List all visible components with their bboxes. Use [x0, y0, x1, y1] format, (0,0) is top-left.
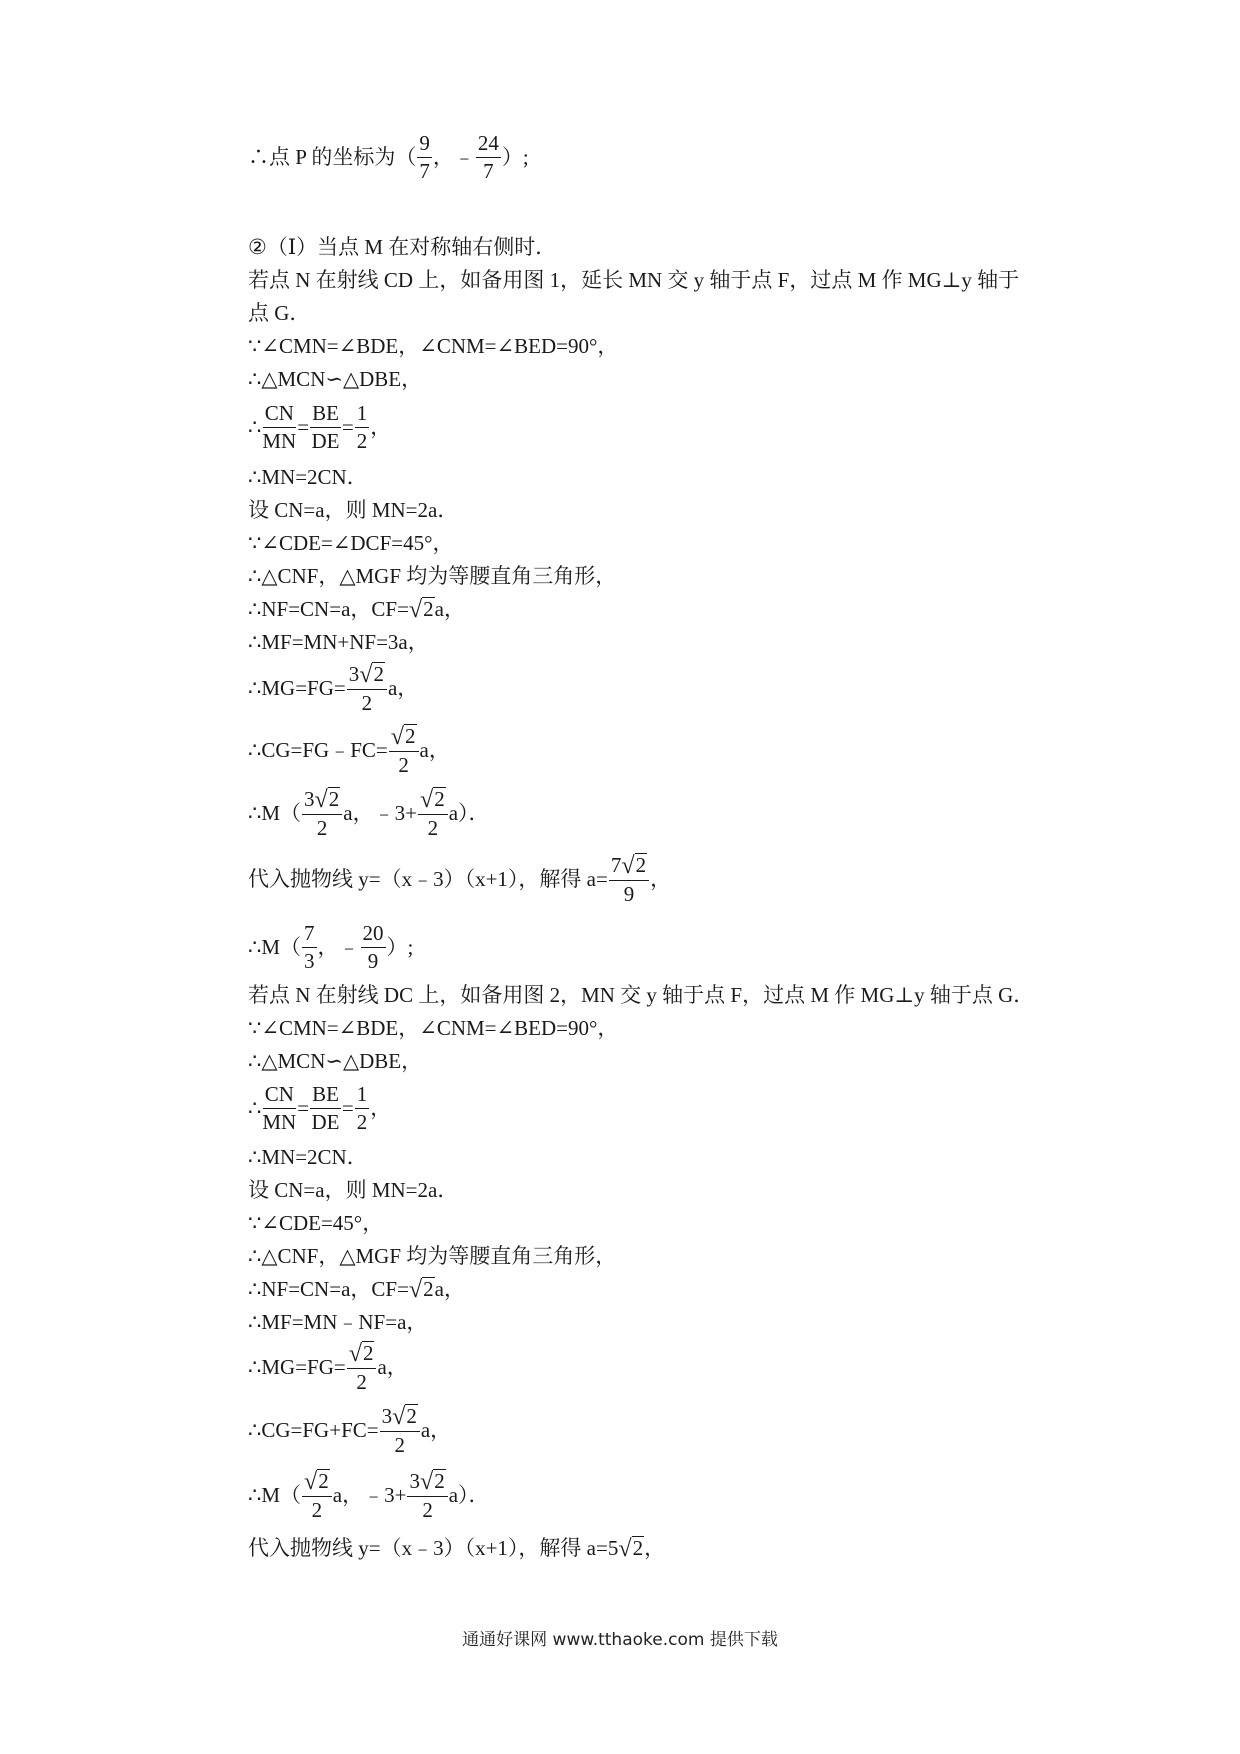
fraction: [262, 400, 297, 453]
text-line: [248, 1206, 383, 1240]
square-root: √ 2: [419, 785, 445, 813]
square-root: √ 2: [419, 1467, 445, 1495]
page-footer: 通通好课网 www.tthaoke.com 提供下载: [462, 1630, 778, 1650]
text-segment: =: [341, 414, 354, 439]
text-segment: =: [297, 1095, 310, 1120]
text-segment: ∴MG=FG=: [248, 1354, 346, 1379]
text-segment: ，: [370, 414, 392, 439]
text-segment: ∴NF=CN=a，CF=: [248, 596, 409, 621]
text-line: [248, 362, 422, 396]
text-segment: ∵∠CDE=45°，: [248, 1210, 384, 1235]
text-segment: a，: [419, 737, 450, 762]
fraction-denominator: 2: [427, 816, 439, 841]
text-line: [248, 460, 368, 494]
text-segment: ∴点 P 的坐标为（: [248, 144, 417, 169]
fraction-numerator: BE: [310, 1084, 341, 1109]
text-segment: ，: [650, 866, 672, 891]
fraction-denominator: 3: [304, 948, 315, 973]
text-line: [248, 400, 392, 453]
text-segment: ∴MG=FG=: [248, 675, 346, 700]
square-root: √ 2: [408, 1275, 434, 1303]
text-line: [248, 1011, 618, 1045]
fraction: [302, 920, 317, 973]
text-segment: ∴CG=FG﹣FC=: [248, 737, 388, 762]
text-segment: 设 CN=a，则 MN=2a．: [248, 497, 459, 522]
fraction-denominator: 2: [398, 753, 409, 778]
square-root: √ 2: [348, 1339, 374, 1367]
text-segment: a，: [434, 596, 465, 621]
fraction-numerator: 3 √ 2: [407, 1469, 447, 1497]
text-segment: ，﹣: [317, 934, 360, 959]
text-line: [248, 1305, 427, 1339]
fraction-numerator: CN: [263, 1084, 296, 1109]
text-segment: ∴: [248, 414, 262, 439]
fraction: [417, 130, 432, 183]
text-segment: ，: [644, 1535, 666, 1560]
text-line: [248, 230, 556, 264]
square-root: √ 2: [314, 785, 340, 813]
text-line: [248, 1467, 490, 1523]
text-line: [248, 785, 490, 841]
text-segment: 设 CN=a，则 MN=2a．: [248, 1177, 459, 1202]
fraction: [347, 1341, 377, 1393]
fraction: [302, 1469, 332, 1521]
square-root: √ 2: [392, 1402, 417, 1430]
fraction: [347, 662, 387, 714]
text-line: [248, 1044, 422, 1078]
fraction-denominator: 2: [356, 1370, 367, 1395]
fraction-numerator: [418, 787, 448, 815]
text-segment: ∴M（: [248, 934, 302, 959]
text-line: [248, 978, 1034, 1012]
text-line: [248, 263, 1019, 297]
fraction-denominator: DE: [311, 428, 340, 453]
text-segment: ∴△CNF，△MGF 均为等腰直角三角形，: [248, 1243, 617, 1268]
text-segment: ∴△MCN∽△DBE，: [248, 1048, 423, 1073]
fraction-denominator: 2: [356, 1109, 368, 1134]
text-segment: ，﹣: [432, 144, 475, 169]
text-segment: ∵∠CMN=∠BDE，∠CNM=∠BED=90°，: [248, 1015, 619, 1040]
text-segment: ）;: [386, 934, 414, 959]
fraction-numerator: [389, 724, 419, 752]
fraction: [609, 853, 649, 905]
text-segment: ∴△CNF，△MGF 均为等腰直角三角形，: [248, 563, 617, 588]
fraction-denominator: 9: [367, 948, 379, 973]
fraction: [380, 1404, 420, 1456]
text-segment: a）．: [448, 1482, 490, 1507]
square-root: √ 2: [408, 595, 434, 623]
text-line: [248, 1339, 408, 1395]
fraction-denominator: 2: [356, 428, 368, 453]
fraction-numerator: [347, 1341, 377, 1369]
text-segment: 代入抛物线 y=（x﹣3）（x+1），解得 a=5: [248, 1535, 619, 1560]
text-line: [248, 625, 429, 659]
text-segment: a，: [377, 1354, 408, 1379]
text-segment: ∴MN=2CN．: [248, 464, 368, 489]
text-segment: 若点 N 在射线 DC 上，如备用图 2，MN 交 y 轴于点 F，过点 M 作 MG⊥y 轴于点 G．: [248, 982, 1035, 1007]
fraction-numerator: 1: [355, 1084, 370, 1109]
fraction-denominator: MN: [262, 1109, 297, 1134]
fraction: [355, 1081, 370, 1134]
text-line: [248, 592, 465, 626]
text-segment: ∴MN=2CN．: [248, 1144, 368, 1169]
text-line: [248, 1531, 665, 1565]
text-segment: ，: [370, 1095, 392, 1120]
fraction: [355, 400, 370, 453]
fraction-denominator: MN: [262, 428, 297, 453]
fraction-numerator: 24: [476, 133, 501, 158]
text-segment: a，: [434, 1276, 465, 1301]
text-segment: a，: [420, 1417, 452, 1442]
square-root: √ 2: [359, 660, 384, 688]
text-line: [248, 1173, 458, 1207]
fraction-numerator: 3 √ 2: [347, 662, 387, 690]
fraction-denominator: 7: [419, 158, 430, 183]
text-segment: ∴MF=MN+NF=3a，: [248, 629, 429, 654]
text-segment: 若点 N 在射线 CD 上，如备用图 1，延长 MN 交 y 轴于点 F，过点 M 作 MG⊥y 轴于: [248, 267, 1020, 292]
fraction-denominator: 2: [422, 1498, 433, 1523]
text-segment: ∵∠CDE=∠DCF=45°，: [248, 530, 454, 555]
text-line: [248, 526, 454, 560]
fraction-numerator: 7: [302, 923, 317, 948]
fraction-numerator: 3 √ 2: [302, 787, 342, 815]
text-line: [248, 920, 414, 973]
text-line: [248, 1239, 616, 1273]
fraction: [418, 787, 448, 839]
square-root: √ 2: [304, 1467, 329, 1495]
fraction: [407, 1469, 447, 1521]
fraction: [389, 724, 419, 776]
text-segment: a）．: [448, 800, 490, 825]
text-line: [248, 493, 458, 527]
fraction-numerator: 3 √ 2: [380, 1404, 420, 1432]
fraction-denominator: 7: [483, 158, 494, 183]
fraction-numerator: BE: [310, 403, 341, 428]
text-segment: 点 G．: [248, 300, 311, 325]
fraction: [262, 1081, 297, 1134]
fraction-numerator: 1: [355, 403, 370, 428]
text-line: [248, 329, 618, 363]
fraction-denominator: 2: [316, 816, 328, 841]
text-segment: ②（Ⅰ）当点 M 在对称轴右侧时．: [248, 234, 557, 259]
text-line: [248, 559, 616, 593]
text-segment: =: [341, 1095, 354, 1120]
text-line: [248, 1081, 392, 1134]
text-segment: 代入抛物线 y=（x﹣3）（x+1），解得 a=: [248, 866, 608, 891]
fraction-numerator: [302, 1469, 332, 1497]
text-segment: ∴NF=CN=a，CF=: [248, 1276, 409, 1301]
text-line: [248, 851, 672, 907]
fraction-numerator: 9: [417, 133, 432, 158]
text-segment: =: [297, 414, 310, 439]
text-segment: a，﹣3+: [343, 800, 417, 825]
text-line: [248, 1272, 465, 1306]
fraction-numerator: 7 √ 2: [609, 853, 649, 881]
fraction-denominator: 2: [361, 691, 373, 716]
fraction: [476, 130, 501, 183]
fraction: [302, 787, 342, 839]
text-segment: a，﹣3+: [332, 1482, 407, 1507]
text-line: [248, 722, 450, 778]
fraction: [361, 920, 386, 973]
text-segment: ）;: [501, 144, 529, 169]
text-segment: ∴MF=MN﹣NF=a，: [248, 1309, 428, 1334]
text-line: [248, 296, 310, 330]
text-segment: ∴△MCN∽△DBE，: [248, 366, 423, 391]
fraction-denominator: 2: [311, 1498, 323, 1523]
text-segment: ∴M（: [248, 800, 302, 825]
fraction-numerator: 20: [361, 923, 386, 948]
fraction: [310, 400, 341, 453]
fraction: [310, 1081, 341, 1134]
fraction-denominator: 9: [623, 882, 635, 907]
text-segment: ∵∠CMN=∠BDE，∠CNM=∠BED=90°，: [248, 333, 619, 358]
text-segment: ∴: [248, 1095, 262, 1120]
fraction-denominator: 2: [394, 1433, 405, 1458]
fraction-numerator: CN: [263, 403, 296, 428]
fraction-denominator: DE: [311, 1109, 340, 1134]
text-line: [248, 1140, 368, 1174]
text-line: [248, 130, 529, 183]
text-line: [248, 660, 419, 716]
text-line: [248, 1402, 452, 1458]
square-root: √ 2: [390, 722, 416, 750]
text-segment: ∴M（: [248, 1482, 302, 1507]
square-root: √ 2: [618, 1534, 644, 1562]
square-root: √ 2: [621, 851, 647, 879]
text-segment: a，: [387, 675, 419, 700]
text-segment: ∴CG=FG+FC=: [248, 1417, 379, 1442]
